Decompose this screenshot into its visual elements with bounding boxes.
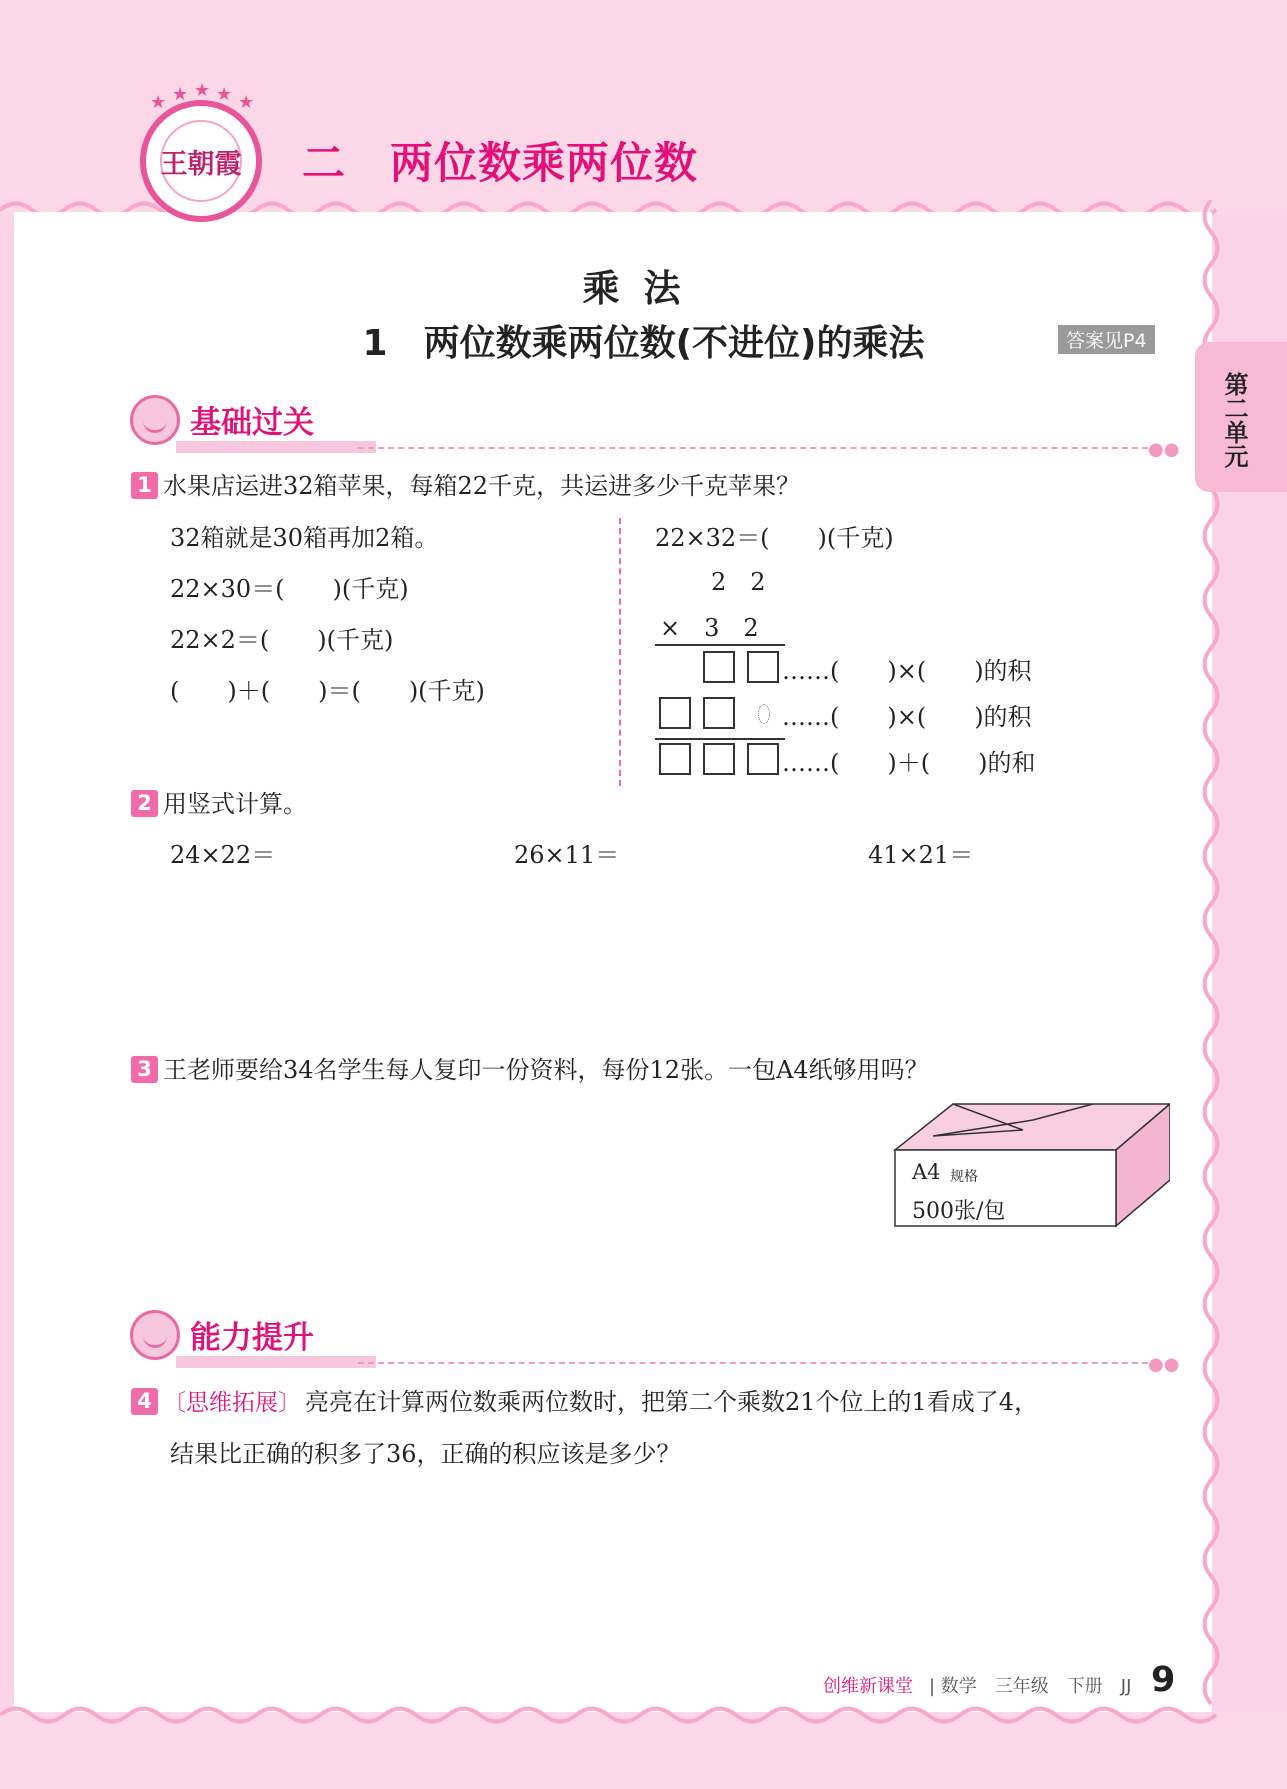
q1-line-1: 32箱就是30箱再加2箱。 [170,524,439,552]
header-underline [176,441,376,453]
question-4-line-2: 结果比正确的积多了36，正确的积应该是多少？ [170,1440,681,1468]
q2-item-2: 26×11＝ [514,841,620,869]
section-label: 能力提升 [190,1320,314,1356]
vertical-row-3-note: ……( )＋( )的和 [782,749,1036,777]
answer-reference: 答案见P4 [1058,325,1155,354]
question-number: 3 [131,1056,158,1083]
section-header-basic [128,395,1180,460]
question-number: 2 [131,790,158,817]
vertical-rule [655,738,785,740]
section-header-advanced [128,1310,1180,1375]
q2-item-1: 24×22＝ [170,841,276,869]
section-title: 乘法 [582,267,705,310]
answer-box[interactable] [659,743,691,775]
star-icon: ★ [238,92,255,113]
q2-item-3: 41×21＝ [868,841,974,869]
footer-info: | 数学 三年级 下册 JJ [929,1676,1132,1697]
page-number: 9 [1151,1660,1176,1700]
side-tab-label: 第二单元 [1220,372,1248,468]
q1-equation: 22×32＝( )(千克) [655,524,894,552]
star-icon: ★ [150,92,167,113]
dashed-rule [358,447,1148,449]
vertical-row-2-note: ……( )×( )的积 [782,703,1032,731]
thinking-tag: 〔思维拓展〕 [163,1390,301,1416]
section-label: 基础过关 [190,405,314,441]
pack-a4-label: A4 [912,1160,941,1184]
vertical-rule [655,644,785,646]
question-text: 用竖式计算。 [163,790,307,818]
question-number: 1 [131,472,158,499]
answer-box[interactable] [747,743,779,775]
question-2 [131,784,307,819]
answer-box[interactable] [747,651,779,683]
placeholder-zero [758,704,770,724]
question-1 [131,466,800,501]
vertical-multiplier: × 3 2 [660,614,759,642]
mascot-icon [130,395,180,445]
question-text: 水果店运进32箱苹果，每箱22千克，共运进多少千克苹果？ [163,472,801,500]
logo-text: 王朝霞 [160,149,242,180]
question-number: 4 [131,1388,158,1415]
header-underline [176,1356,376,1368]
q1-line-4: ( )＋( )＝( )(千克) [170,677,485,705]
answer-box[interactable] [703,743,735,775]
star-icon: ★ [194,80,211,101]
dots-icon: ●● [1148,439,1180,460]
vertical-row-1-note: ……( )×( )的积 [782,657,1032,685]
dashed-rule [358,1362,1148,1364]
pack-spec-label: 规格 [950,1169,978,1185]
pack-count-label: 500张/包 [912,1199,1006,1224]
question-3 [131,1050,929,1085]
vertical-top-number: 2 2 [711,568,766,596]
mascot-icon [130,1310,180,1360]
q1-line-2: 22×30＝( )(千克) [170,575,409,603]
answer-box[interactable] [703,651,735,683]
star-icon: ★ [172,84,189,105]
q1-line-3: 22×2＝( )(千克) [170,626,394,654]
question-text: 亮亮在计算两位数乘两位数时，把第二个乘数21个位上的1看成了4， [305,1388,1039,1416]
unit-title: 二 两位数乘两位数 [302,139,698,189]
footer-brand: 创维新课堂 [823,1676,913,1697]
dots-icon: ●● [1148,1354,1180,1375]
answer-box[interactable] [659,697,691,729]
star-icon: ★ [216,84,233,105]
lesson-title: 1 两位数乘两位数(不进位)的乘法 [362,323,925,364]
question-text: 王老师要给34名学生每人复印一份资料，每份12张。一包A4纸够用吗？ [163,1056,929,1084]
footer-wave-border [0,1700,1287,1730]
answer-box[interactable] [703,697,735,729]
question-4 [131,1382,1038,1417]
divider [619,518,621,786]
